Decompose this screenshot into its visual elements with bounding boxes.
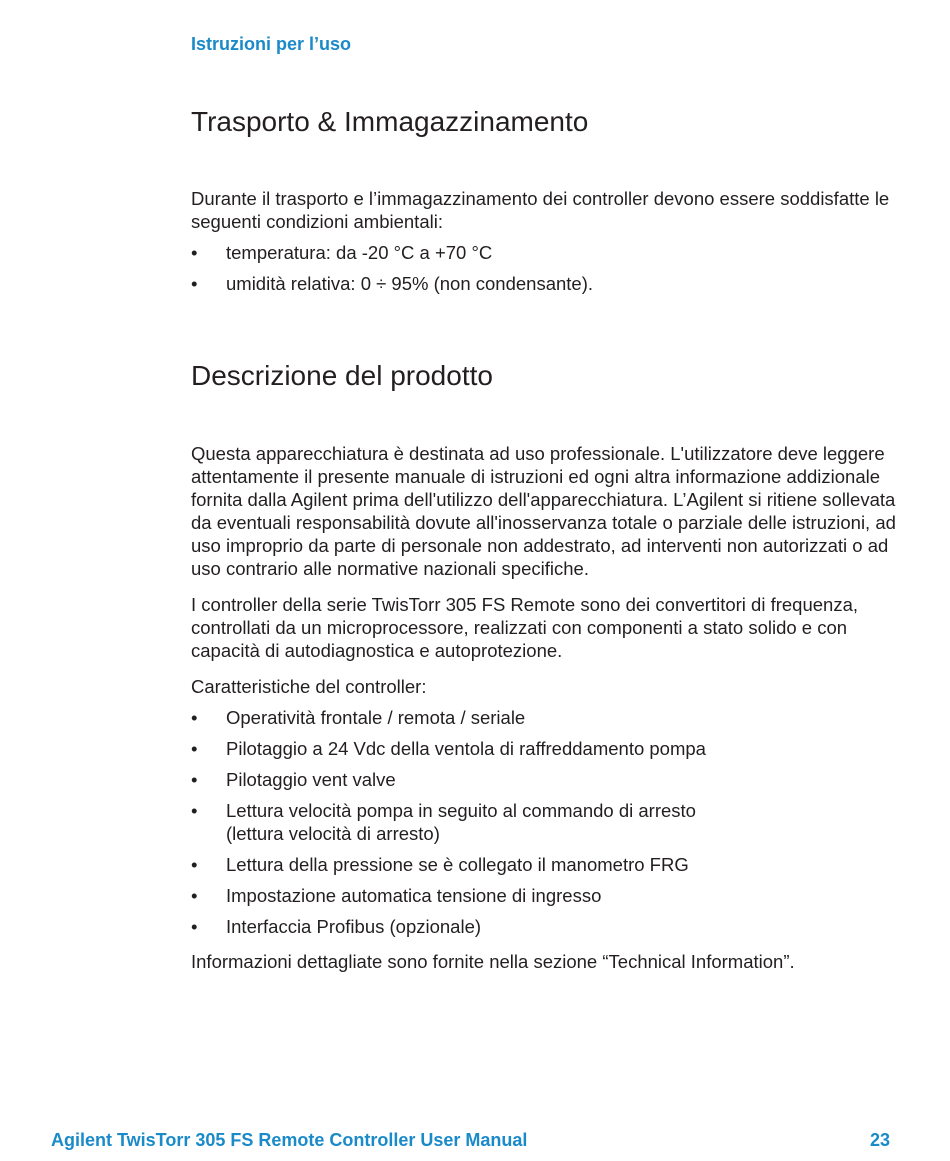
transport-intro: Durante il trasporto e l’immagazzinamento dei controller devono essere soddisfatte le seguenti condizioni ambientali: bbox=[191, 188, 890, 232]
section-title-transport: Trasporto & Immagazzinamento bbox=[191, 106, 589, 137]
list-item: • Interfaccia Profibus (opzionale) bbox=[191, 915, 903, 938]
section-title-description: Descrizione del prodotto bbox=[191, 360, 493, 391]
footer-manual-title: Agilent TwisTorr 305 FS Remote Controller User Manual bbox=[51, 1130, 528, 1150]
list-item: • umidità relativa: 0 ÷ 95% (non condensante). bbox=[191, 272, 903, 295]
list-item: • Pilotaggio vent valve bbox=[191, 768, 903, 791]
list-item bbox=[191, 799, 903, 845]
list-item: • Impostazione automatica tensione di ingresso bbox=[191, 884, 903, 907]
list-item: • Operatività frontale / remota / seriale bbox=[191, 706, 903, 729]
list-item: • Lettura della pressione se è collegato il manometro FRG bbox=[191, 853, 903, 876]
transport-conditions-list bbox=[191, 241, 903, 303]
description-closing: Informazioni dettagliate sono fornite nella sezione “Technical Information”. bbox=[191, 951, 795, 972]
running-header: Istruzioni per l’uso bbox=[191, 34, 352, 54]
description-para-2: I controller della serie TwisTorr 305 FS Remote sono dei convertitori di frequenza, controllati da un microprocessore, realizzati con componenti a stato solido e con capacità di autodiagnostica e autoprotezione. bbox=[191, 594, 859, 661]
page-number: 23 bbox=[869, 1130, 890, 1150]
list-item-line: Lettura velocità pompa in seguito al commando di arresto bbox=[226, 800, 696, 821]
features-intro: Caratteristiche del controller: bbox=[191, 676, 427, 697]
list-item-line: (lettura velocità di arresto) bbox=[226, 823, 440, 844]
features-list bbox=[191, 706, 903, 946]
description-para-1: Questa apparecchiatura è destinata ad uso professionale. L'utilizzatore deve leggere attentamente il presente manuale di istruzioni ed ogni altra informazione addizionale fornita dalla Agilent prima dell'utilizzo dell'apparecchiatura. L’Agilent si ritiene sollevata da eventuali responsabilità dovute all'inosservanza totale o parziale delle istruzioni, ad uso improprio da parte di personale non addestrato, ad interventi non autorizzati o ad uso contrario alle normative nazionali specifiche. bbox=[191, 443, 896, 579]
list-item: • temperatura: da -20 °C a +70 °C bbox=[191, 241, 903, 264]
list-item: • Pilotaggio a 24 Vdc della ventola di raffreddamento pompa bbox=[191, 737, 903, 760]
